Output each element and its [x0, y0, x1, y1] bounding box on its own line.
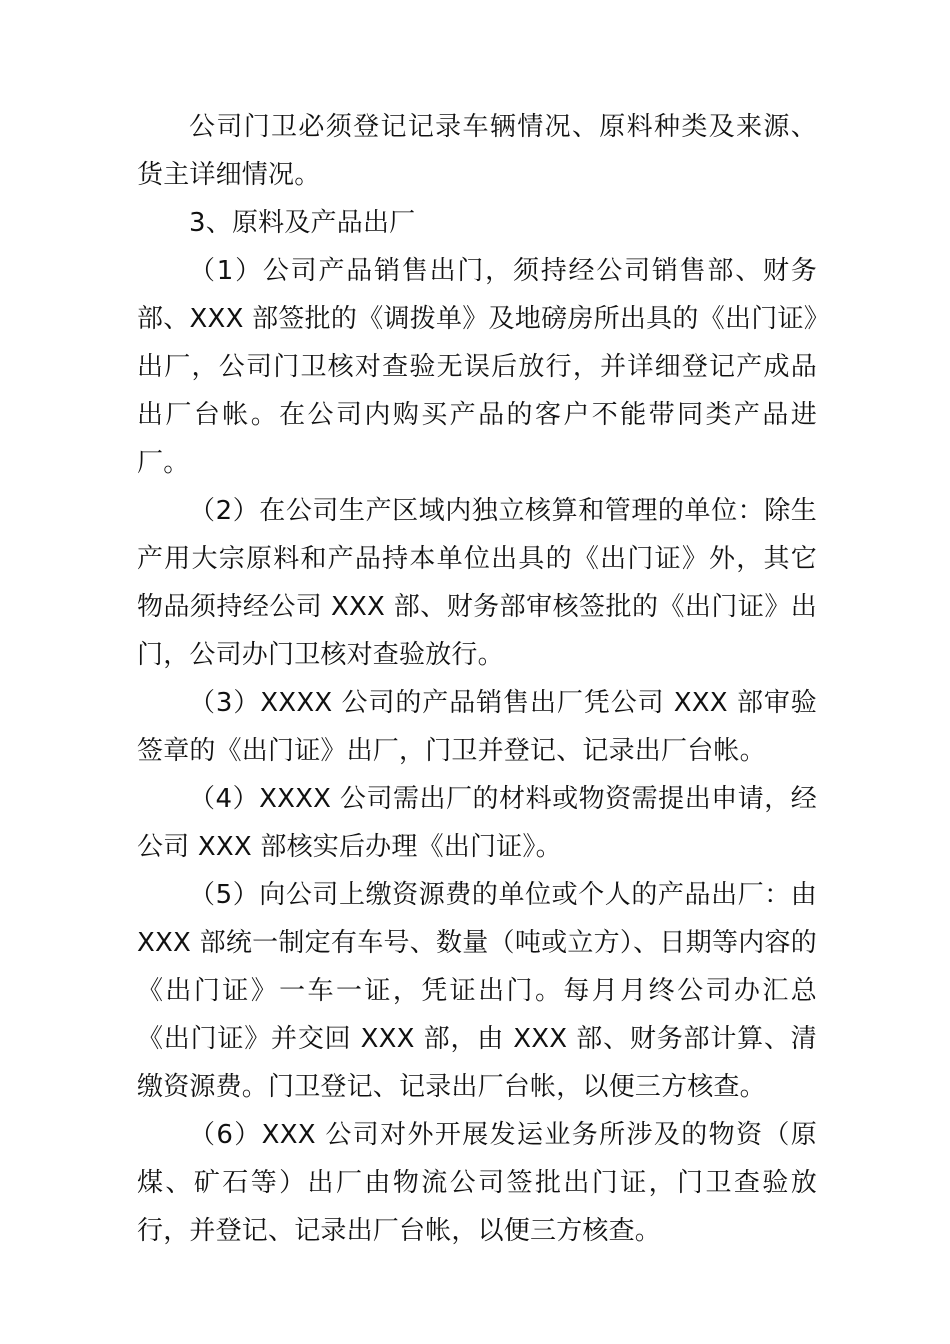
- section-heading-outbound: 3、原料及产品出厂: [189, 208, 416, 238]
- paragraph-item-3: （3）XXXX 公司的产品销售出厂凭公司 XXX 部审验签章的《出门证》出厂，门卫并登记、记录出厂台帐。: [137, 688, 817, 766]
- paragraph-item-2: （2）在公司生产区域内独立核算和管理的单位：除生产用大宗原料和产品持本单位出具的《出门证》外，其它物品须持经公司 XXX 部、财务部审核签批的《出门证》出门，公司办门卫核对查验放行。: [137, 496, 817, 670]
- paragraph-item-1: （1）公司产品销售出门，须持经公司销售部、财务部、XXX 部签批的《调拨单》及地磅房所出具的《出门证》出厂，公司门卫核对查验无误后放行，并详细登记产成品出厂台帐。在公司内购买产品的客户不能带同类产品进厂。: [137, 256, 817, 478]
- paragraph-item-6: （6）XXX 公司对外开展发运业务所涉及的物资（原煤、矿石等）出厂由物流公司签批出门证，门卫查验放行，并登记、记录出厂台帐，以便三方核查。: [137, 1120, 817, 1246]
- document-page: [137, 103, 817, 1255]
- paragraph-gate-registration: 公司门卫必须登记记录车辆情况、原料种类及来源、货主详细情况。: [137, 112, 817, 190]
- paragraph-item-5: （5）向公司上缴资源费的单位或个人的产品出厂：由 XXX 部统一制定有车号、数量（吨或立方）、日期等内容的《出门证》一车一证，凭证出门。每月月终公司办汇总《出门证》并交回 XXX 部，由 XXX 部、财务部计算、清缴资源费。门卫登记、记录出厂台帐，以便三方核查。: [137, 880, 817, 1102]
- paragraph-item-4: （4）XXXX 公司需出厂的材料或物资需提出申请，经公司 XXX 部核实后办理《出门证》。: [137, 784, 817, 862]
